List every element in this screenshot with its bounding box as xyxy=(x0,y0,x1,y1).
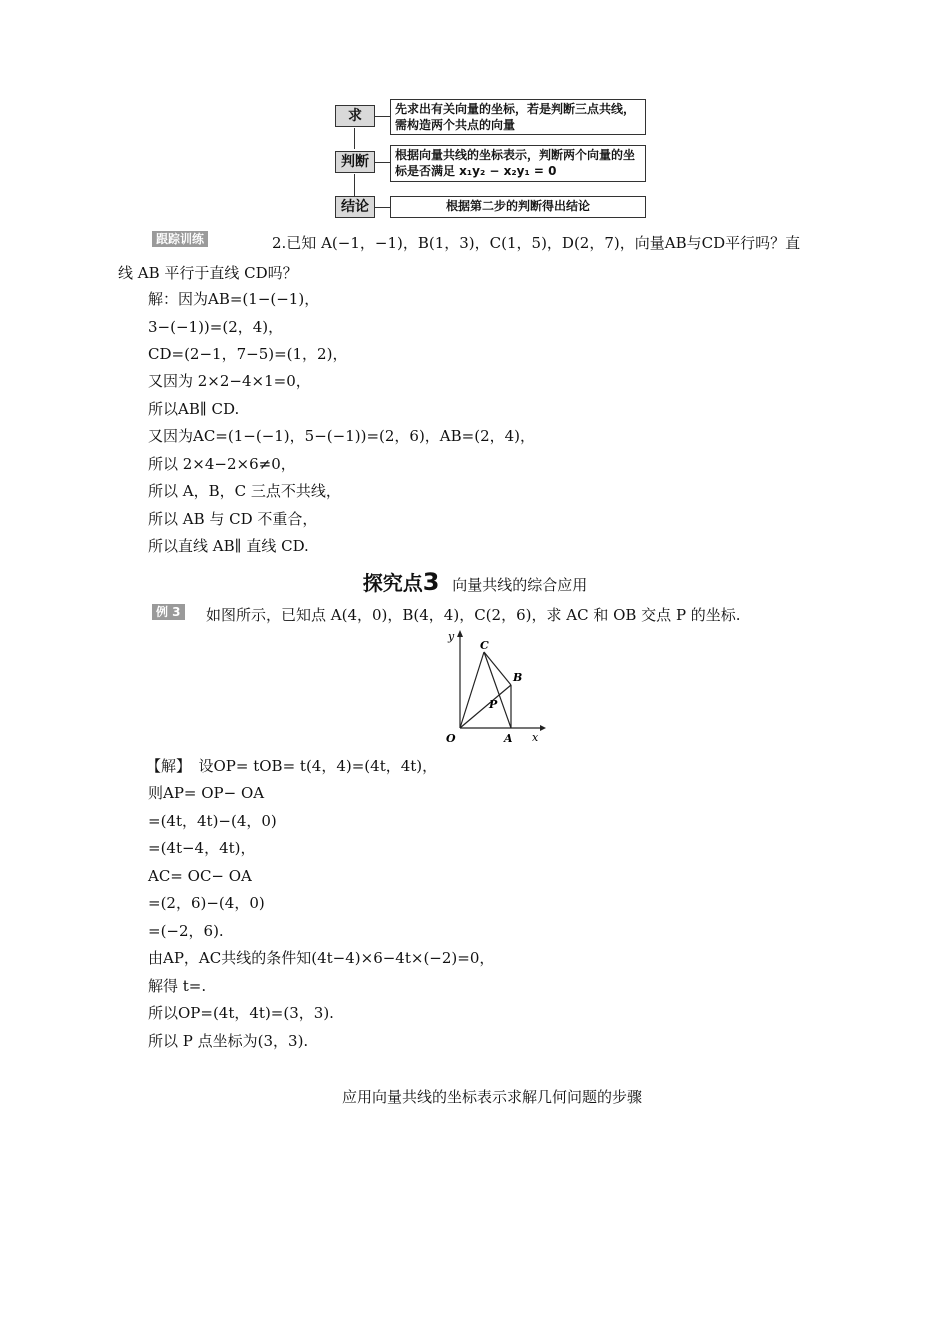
section-number: 3 xyxy=(422,568,440,596)
solution-line: 所以 A，B，C 三点不共线， xyxy=(148,482,341,500)
label-C: C xyxy=(480,639,489,652)
x-axis-arrow xyxy=(540,725,546,731)
flowchart-step2-text: 根据向量共线的坐标表示，判断两个向量的坐标是否满足 x₁y₂ − x₂y₁ = 0 xyxy=(390,145,646,182)
label-B: B xyxy=(513,671,523,684)
connector-2 xyxy=(375,162,390,163)
solution3-line: 所以 P 点坐标为(3，3). xyxy=(148,1032,309,1050)
exercise-badge: 跟踪训练 xyxy=(152,231,208,247)
label-y: y xyxy=(448,630,455,643)
example-question: 如图所示，已知点 A(4，0)，B(4，4)，C(2，6)，求 AC 和 OB 交点 P 的坐标. xyxy=(206,606,741,624)
connector-3 xyxy=(375,207,390,208)
solution-line: 所以AB∥ CD. xyxy=(148,400,240,418)
exercise-question-line1: 2.已知 A(−1，−1)，B(1，3)，C(1，5)，D(2，7)，向量AB与CD平行吗？直 xyxy=(272,234,801,252)
flowchart-step1-label: 求 xyxy=(335,105,375,127)
solution-line: 所以 AB 与 CD 不重合， xyxy=(148,510,318,528)
solution-line: CD=(2−1，7−5)=(1，2)， xyxy=(148,345,348,363)
solution3-line: =(4t，4t)−(4，0) xyxy=(148,812,277,830)
arrow-2 xyxy=(354,174,355,196)
example-badge: 例 3 xyxy=(152,604,185,620)
flowchart-step3-text: 根据第二步的判断得出结论 xyxy=(390,196,646,218)
solution3-line: 【解】 设OP= tOB= t(4，4)=(4t，4t)， xyxy=(146,757,438,775)
y-axis-arrow xyxy=(457,630,463,637)
exercise-question-line2: 线 AB 平行于直线 CD吗？ xyxy=(118,264,298,282)
connector-1 xyxy=(375,116,390,117)
flowchart-step1-text: 先求出有关向量的坐标，若是判断三点共线，需构造两个共点的向量 xyxy=(390,99,646,135)
solution-line: 3−(−1))=(2，4)， xyxy=(148,318,284,336)
geometry-figure xyxy=(436,628,546,746)
closing-caption: 应用向量共线的坐标表示求解几何问题的步骤 xyxy=(341,1088,642,1106)
solution3-line: =(4t−4，4t)， xyxy=(148,839,256,857)
solution3-line: AC= OC− OA xyxy=(148,867,252,885)
flowchart-step3-label: 结论 xyxy=(335,196,375,218)
solution3-line: 则AP= OP− OA xyxy=(148,784,265,802)
solution-line: 又因为 2×2−4×1=0， xyxy=(148,372,311,390)
solution3-line: 解得 t=. xyxy=(148,977,207,995)
solution3-line: 所以OP=(4t，4t)=(3，3). xyxy=(148,1004,334,1022)
solution-line: 所以直线 AB∥ 直线 CD. xyxy=(148,537,309,555)
label-x: x xyxy=(532,731,539,744)
segment-OC xyxy=(460,652,484,728)
solution3-line: 由AP，AC共线的条件知(4t−4)×6−4t×(−2)=0， xyxy=(148,949,495,967)
solution3-line: =(−2，6). xyxy=(148,922,224,940)
solution-line: 又因为AC=(1−(−1)，5−(−1))=(2，6)，AB=(2，4)， xyxy=(148,427,536,445)
label-A: A xyxy=(504,732,513,745)
solution-line: 所以 2×4−2×6≠0， xyxy=(148,455,296,473)
label-P: P xyxy=(489,698,498,711)
arrow-1 xyxy=(354,128,355,149)
flowchart-step2-label: 判断 xyxy=(335,151,375,173)
section-title: 探究点 xyxy=(362,571,423,595)
section-heading xyxy=(0,567,950,596)
solution-line: 解：因为AB=(1−(−1)， xyxy=(148,290,320,308)
segment-CA xyxy=(484,652,511,728)
section-subtitle: 向量共线的综合应用 xyxy=(452,576,588,594)
segment-CB xyxy=(484,652,511,685)
label-O: O xyxy=(446,732,456,745)
solution3-line: =(2，6)−(4，0) xyxy=(148,894,265,912)
